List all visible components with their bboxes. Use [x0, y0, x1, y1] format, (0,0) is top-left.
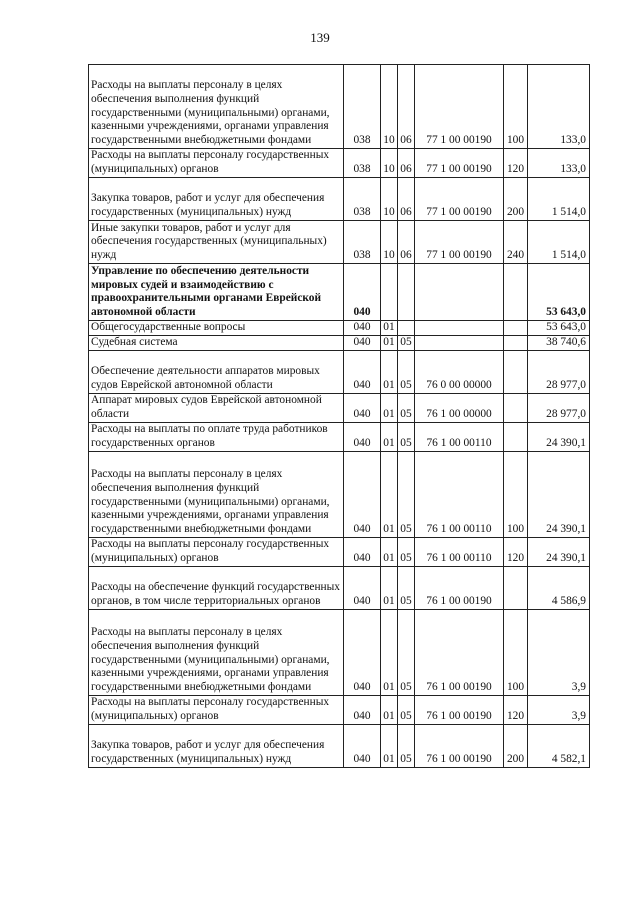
ved-code-cell: 040: [344, 336, 381, 351]
subsection-code-cell: 05: [398, 351, 415, 394]
section-code-cell: 01: [381, 394, 398, 423]
ved-code-cell: 040: [344, 725, 381, 768]
row-name-cell: Расходы на выплаты персоналу государственных (муниципальных) органов: [89, 696, 344, 725]
subsection-code-cell: 05: [398, 394, 415, 423]
amount-cell: 53 643,0: [528, 321, 590, 336]
ved-code-cell: 040: [344, 567, 381, 610]
row-name-cell: Иные закупки товаров, работ и услуг для обеспечения государственных (муниципальных) нужд: [89, 221, 344, 264]
table-row: [89, 538, 590, 567]
amount-cell: 4 586,9: [528, 567, 590, 610]
row-name-cell: Закупка товаров, работ и услуг для обеспечения государственных (муниципальных) нужд: [89, 725, 344, 768]
table-row: [89, 336, 590, 351]
ved-code-cell: 038: [344, 221, 381, 264]
section-code-cell: 01: [381, 725, 398, 768]
expense-type-code-cell: 120: [504, 696, 528, 725]
expense-type-code-cell: [504, 351, 528, 394]
expense-type-code-cell: [504, 336, 528, 351]
target-article-code-cell: 77 1 00 00190: [415, 65, 504, 149]
expense-type-code-cell: 100: [504, 610, 528, 696]
amount-cell: 24 390,1: [528, 423, 590, 452]
row-name-cell: Закупка товаров, работ и услуг для обеспечения государственных (муниципальных) нужд: [89, 178, 344, 221]
table-row: [89, 725, 590, 768]
subsection-code-cell: 05: [398, 452, 415, 538]
table-row: [89, 149, 590, 178]
table-row: [89, 321, 590, 336]
row-name-cell: Судебная система: [89, 336, 344, 351]
row-name-cell: Аппарат мировых судов Еврейской автономной области: [89, 394, 344, 423]
expense-type-code-cell: 120: [504, 538, 528, 567]
table-row: [89, 696, 590, 725]
amount-cell: 28 977,0: [528, 394, 590, 423]
section-code-cell: 01: [381, 610, 398, 696]
expense-type-code-cell: [504, 567, 528, 610]
expense-type-code-cell: 100: [504, 65, 528, 149]
section-code-cell: 10: [381, 221, 398, 264]
table-row: [89, 452, 590, 538]
subsection-code-cell: [398, 321, 415, 336]
subsection-code-cell: 06: [398, 149, 415, 178]
amount-cell: 1 514,0: [528, 178, 590, 221]
table-row: [89, 65, 590, 149]
amount-cell: 3,9: [528, 696, 590, 725]
target-article-code-cell: 77 1 00 00190: [415, 221, 504, 264]
section-code-cell: 01: [381, 336, 398, 351]
expense-type-code-cell: 200: [504, 178, 528, 221]
target-article-code-cell: [415, 264, 504, 321]
ved-code-cell: 040: [344, 610, 381, 696]
ved-code-cell: 038: [344, 178, 381, 221]
expense-type-code-cell: [504, 423, 528, 452]
row-name-cell: Расходы на выплаты персоналу в целях обеспечения выполнения функций государственными (муниципальными) органами, казенными учреждениями, органами управления государственными внебюджетными фондами: [89, 610, 344, 696]
row-name-cell: Расходы на выплаты персоналу государственных (муниципальных) органов: [89, 149, 344, 178]
section-code-cell: 10: [381, 65, 398, 149]
target-article-code-cell: 76 1 00 00190: [415, 725, 504, 768]
expense-type-code-cell: 200: [504, 725, 528, 768]
row-name-cell: Расходы на выплаты персоналу в целях обеспечения выполнения функций государственными (муниципальными) органами, казенными учреждениями, органами управления государственными внебюджетными фондами: [89, 65, 344, 149]
row-name-cell: Расходы на обеспечение функций государственных органов, в том числе территориальных органов: [89, 567, 344, 610]
table-row: [89, 351, 590, 394]
subsection-code-cell: 05: [398, 538, 415, 567]
ved-code-cell: 038: [344, 149, 381, 178]
row-name-cell: Обеспечение деятельности аппаратов мировых судов Еврейской автономной области: [89, 351, 344, 394]
expense-type-code-cell: 240: [504, 221, 528, 264]
amount-cell: 24 390,1: [528, 452, 590, 538]
table-row: [89, 610, 590, 696]
expense-type-code-cell: [504, 264, 528, 321]
row-name-cell: Управление по обеспечению деятельности мировых судей и взаимодействию с правоохранительными органами Еврейской автономной области: [89, 264, 344, 321]
expense-type-code-cell: [504, 394, 528, 423]
target-article-code-cell: 76 0 00 00000: [415, 351, 504, 394]
subsection-code-cell: 05: [398, 696, 415, 725]
subsection-code-cell: 05: [398, 725, 415, 768]
row-name-cell: Расходы на выплаты по оплате труда работников государственных органов: [89, 423, 344, 452]
row-name-cell: Общегосударственные вопросы: [89, 321, 344, 336]
target-article-code-cell: 77 1 00 00190: [415, 178, 504, 221]
amount-cell: 28 977,0: [528, 351, 590, 394]
section-code-cell: 10: [381, 178, 398, 221]
amount-cell: 1 514,0: [528, 221, 590, 264]
table-row: [89, 264, 590, 321]
subsection-code-cell: 05: [398, 567, 415, 610]
target-article-code-cell: 76 1 00 00000: [415, 394, 504, 423]
section-code-cell: 01: [381, 538, 398, 567]
target-article-code-cell: 76 1 00 00190: [415, 610, 504, 696]
row-name-cell: Расходы на выплаты персоналу в целях обеспечения выполнения функций государственными (муниципальными) органами, казенными учреждениями, органами управления государственными внебюджетными фондами: [89, 452, 344, 538]
target-article-code-cell: 76 1 00 00110: [415, 423, 504, 452]
target-article-code-cell: 76 1 00 00190: [415, 567, 504, 610]
table-row: [89, 423, 590, 452]
expense-type-code-cell: [504, 321, 528, 336]
subsection-code-cell: 05: [398, 610, 415, 696]
amount-cell: 133,0: [528, 65, 590, 149]
ved-code-cell: 040: [344, 538, 381, 567]
target-article-code-cell: [415, 336, 504, 351]
expense-type-code-cell: 100: [504, 452, 528, 538]
amount-cell: 53 643,0: [528, 264, 590, 321]
target-article-code-cell: [415, 321, 504, 336]
ved-code-cell: 038: [344, 65, 381, 149]
target-article-code-cell: 76 1 00 00190: [415, 696, 504, 725]
section-code-cell: 10: [381, 149, 398, 178]
target-article-code-cell: 77 1 00 00190: [415, 149, 504, 178]
subsection-code-cell: [398, 264, 415, 321]
ved-code-cell: 040: [344, 452, 381, 538]
amount-cell: 24 390,1: [528, 538, 590, 567]
row-name-cell: Расходы на выплаты персоналу государственных (муниципальных) органов: [89, 538, 344, 567]
ved-code-cell: 040: [344, 696, 381, 725]
table-row: [89, 221, 590, 264]
section-code-cell: 01: [381, 351, 398, 394]
ved-code-cell: 040: [344, 423, 381, 452]
table-row: [89, 178, 590, 221]
expense-type-code-cell: 120: [504, 149, 528, 178]
ved-code-cell: 040: [344, 394, 381, 423]
subsection-code-cell: 05: [398, 423, 415, 452]
amount-cell: 38 740,6: [528, 336, 590, 351]
subsection-code-cell: 05: [398, 336, 415, 351]
subsection-code-cell: 06: [398, 65, 415, 149]
target-article-code-cell: 76 1 00 00110: [415, 538, 504, 567]
amount-cell: 4 582,1: [528, 725, 590, 768]
target-article-code-cell: 76 1 00 00110: [415, 452, 504, 538]
section-code-cell: 01: [381, 423, 398, 452]
subsection-code-cell: 06: [398, 221, 415, 264]
budget-table-body: [89, 65, 590, 768]
table-row: [89, 567, 590, 610]
subsection-code-cell: 06: [398, 178, 415, 221]
ved-code-cell: 040: [344, 264, 381, 321]
section-code-cell: 01: [381, 452, 398, 538]
budget-table: [88, 64, 590, 768]
section-code-cell: 01: [381, 567, 398, 610]
section-code-cell: 01: [381, 321, 398, 336]
ved-code-cell: 040: [344, 321, 381, 336]
ved-code-cell: 040: [344, 351, 381, 394]
table-row: [89, 394, 590, 423]
page-number: 139: [310, 30, 330, 45]
section-code-cell: 01: [381, 696, 398, 725]
amount-cell: 133,0: [528, 149, 590, 178]
section-code-cell: [381, 264, 398, 321]
amount-cell: 3,9: [528, 610, 590, 696]
